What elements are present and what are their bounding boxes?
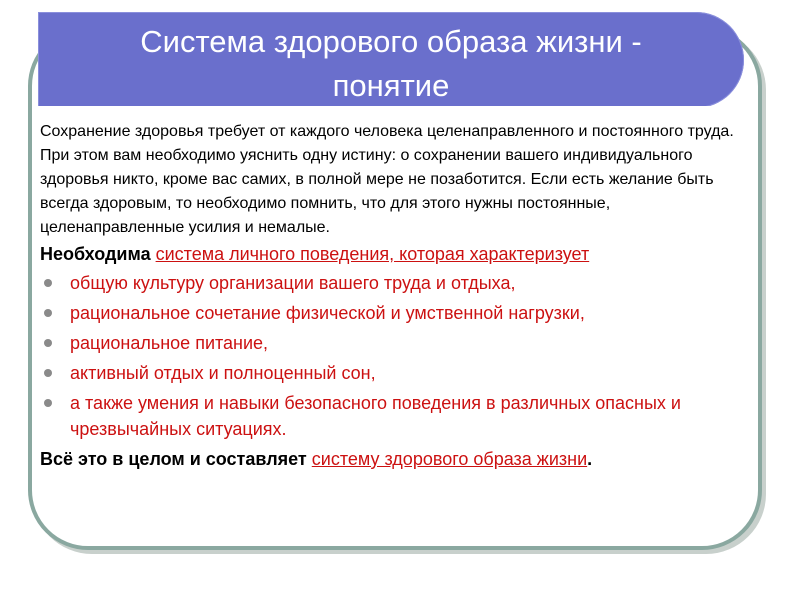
summary-bold: Всё это в целом и составляет	[40, 449, 307, 469]
bullet-list	[40, 270, 750, 442]
bullet-dot-icon	[44, 279, 52, 287]
lead-bold: Необходима	[40, 244, 151, 264]
list-item	[40, 390, 750, 442]
intro-paragraph: Сохранение здоровья требует от каждого человека целенаправленного и постоянного труда. При этом вам необходимо уяснить одну истину: о сохранении вашего индивидуального здоровья никто, кроме вас самих, в полной мере не позаботится. Если есть желание быть всегда здоровым, то необходимо помнить, что для этого нужны постоянные, целенаправленные усилия и немалые.	[40, 123, 734, 236]
lead-link[interactable]: система личного поведения, которая характеризует	[155, 244, 590, 264]
bullet-dot-icon	[44, 369, 52, 377]
list-item	[40, 270, 750, 296]
list-item-text: общую культуру организации вашего труда и отдыха,	[70, 273, 516, 293]
bullet-dot-icon	[44, 309, 52, 317]
list-item	[40, 300, 750, 326]
bullet-dot-icon	[44, 399, 52, 407]
summary-end: .	[587, 449, 593, 469]
list-item	[40, 360, 750, 386]
list-item-text: активный отдых и полноценный сон,	[70, 363, 376, 383]
summary-link[interactable]: систему здорового образа жизни	[311, 449, 588, 469]
list-item-text: рациональное питание,	[70, 333, 269, 353]
slide-body	[40, 120, 750, 472]
summary-line	[40, 446, 750, 472]
slide-title-line1: Система здорового образа жизни -	[140, 24, 642, 59]
list-item	[40, 330, 750, 356]
slide-title	[38, 20, 744, 108]
slide-title-line2: понятие	[332, 68, 450, 103]
list-item-text: а также умения и навыки безопасного поведения в различных опасных и чрезвычайных ситуациях.	[70, 393, 681, 439]
list-item-text: рациональное сочетание физической и умственной нагрузки,	[70, 303, 585, 323]
bullet-dot-icon	[44, 339, 52, 347]
lead-line	[40, 242, 750, 266]
